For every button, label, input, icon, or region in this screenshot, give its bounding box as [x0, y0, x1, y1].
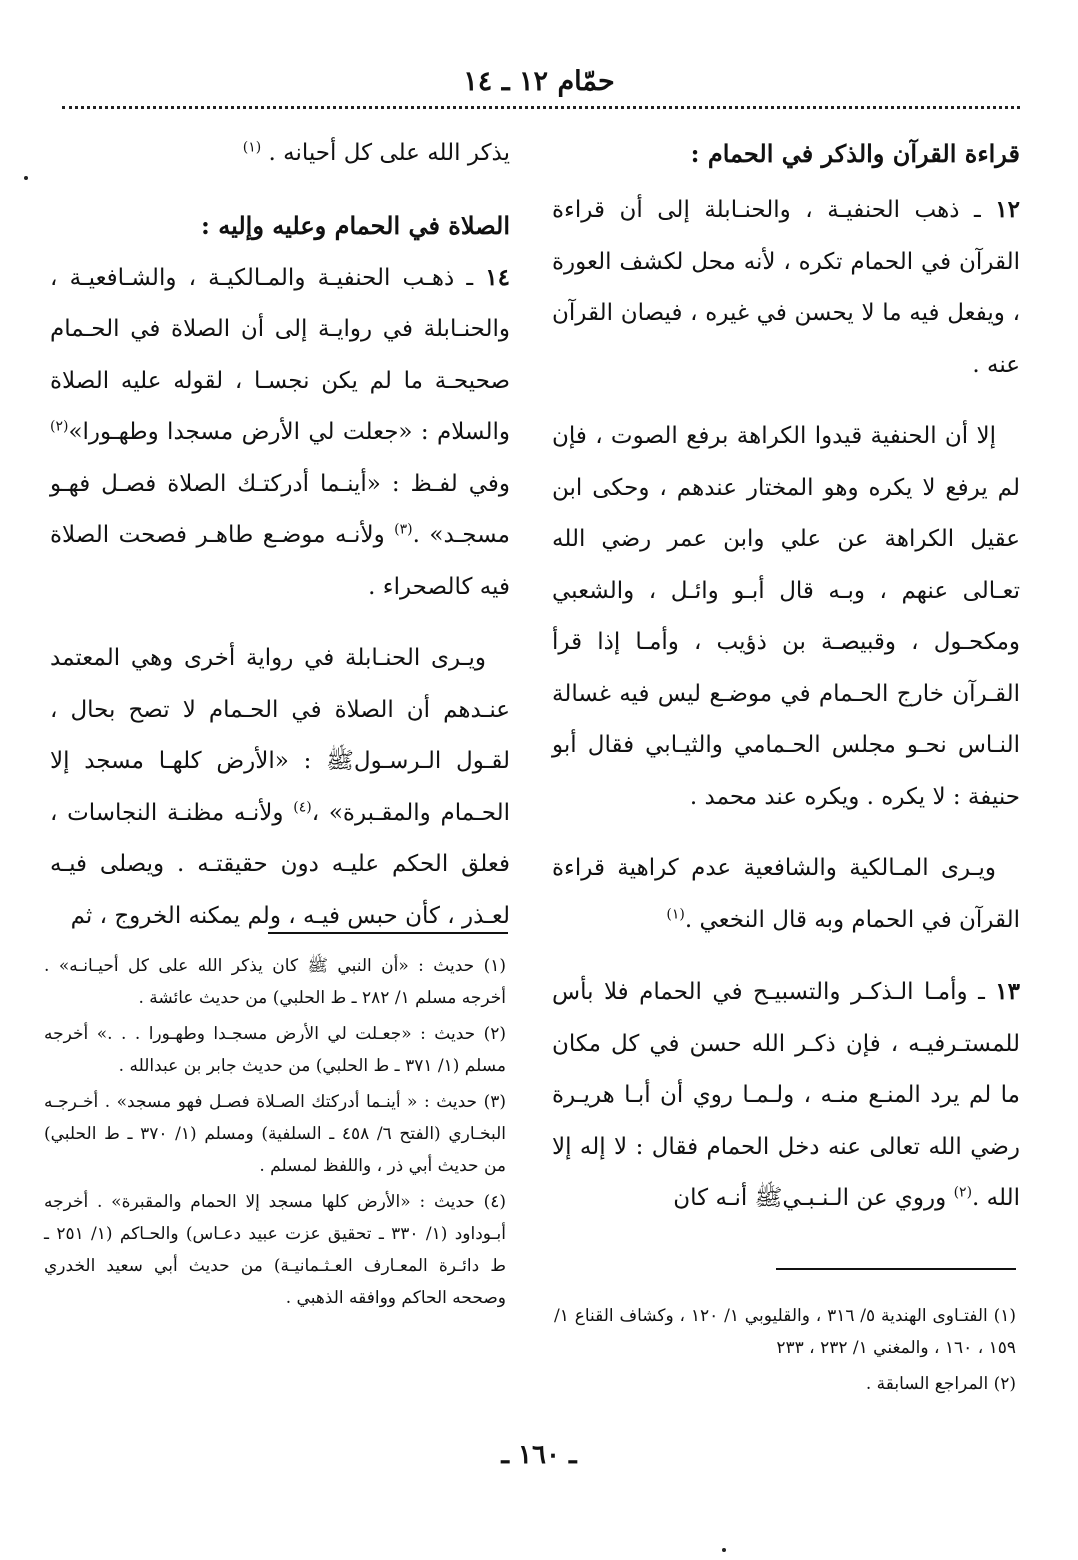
footnote: (١) الفتـاوى الهندية ٥/ ٣١٦ ، والقليوبي ١/ ١٢٠ ، وكشاف القناع ١/ ١٥٩ ، ١٦٠ ، والمغني ١/ ٢٣٢ ، ٢٣٣ — [554, 1306, 1016, 1358]
paragraph-12 — [552, 184, 1020, 391]
footnotes-right — [554, 1300, 1016, 1404]
paragraph-14 — [50, 252, 510, 614]
paragraph-text: ولأنـه مظنـة النجاسات ، فعلق الحكم عليـه دون حقيقتـه . ويصلى فيـه لعـذر ، كأن حبس فيـه ، ولم يمكنه الخروج ، ثم — [50, 799, 510, 929]
footnote: (٢) حديث : «جعـلت لي الأرض مسجـدا وطهـورا . . .» أخرجه مسلم (١/ ٣٧١ ـ ط الحلبي) من حديث جابر بن عبدالله . — [44, 1024, 506, 1076]
paragraph-text: ـ وأمـا الـذكـر والتسبيـح في الحمام فلا بأس للمستـرفيـه ، فإن ذكـر الله حسن في كل مكان ما لم يرد المنـع منـه ، ولـمـا روي أن أبـا هريـرة رضي الله تعالى عنه دخل الحمام فقال : لا إله إلا الله . — [552, 979, 1020, 1211]
running-title: حمّام ١٢ ـ ١٤ — [463, 66, 615, 97]
paragraph-hanafi-condition: إلا أن الحنفية قيدوا الكراهة برفع الصوت ، فإن لم يرفع لا يكره وهو المختار عندهم ، وحكى ابن عقيل الكراهة عن علي وابن عمر رضي الله تعـالى عنهم ، وبـه قال أبـو وائـل ، والشعبي ومكحـول ، وقبيصـة بن ذؤيب ، وأمـا إذا قرأ القـرآن خارج الحـمام في موضـع ليس فيه غسالة النـاس نحـو مجلس الحـمامي والثيـابي فقال أبو حنيفة : لا يكره . ويكره عند محمد . — [552, 423, 1020, 810]
footnote-ref: (٢) — [50, 418, 69, 435]
paragraph-text: ويـرى المـالكية والشافعية عدم كراهية قراءة القرآن في الحمام وبه قال النخعي . — [552, 855, 1020, 933]
scan-speck — [24, 176, 28, 180]
header-dotted-rule — [62, 106, 1020, 109]
continuation-line — [50, 128, 510, 180]
footnote-ref: (٢) — [953, 1184, 973, 1201]
paragraph-13 — [552, 966, 1020, 1225]
paragraph-number: ١٢ — [995, 196, 1020, 223]
paragraph-number: ١٣ — [995, 978, 1020, 1005]
page-number: ـ ١٦٠ ـ — [501, 1440, 577, 1470]
section-heading-quran: قراءة القرآن والذكر في الحمام : — [690, 139, 1020, 168]
footnote-ref: (١) — [666, 905, 685, 922]
paragraph-number: ١٤ — [485, 263, 510, 291]
footnote: (١) حديث : «أن النبي ﷺ كان يذكر الله على كل أحيـانـه» . أخرجه مسلم ١/ ٢٨٢ ـ ط الحلبي) من حديث عائشة . — [44, 956, 506, 1008]
footnote-ref: (٤) — [293, 798, 312, 815]
paragraph-hanbali-other — [50, 633, 510, 942]
paragraph-text: ولأنـه موضـع طاهـر فصحت الصلاة فيه كالصحراء . — [50, 522, 510, 600]
footnote: (٢) المراجع السابقة . — [865, 1374, 1016, 1394]
section-heading-prayer: الصلاة في الحمام وعليه وإليه : — [201, 210, 510, 240]
footnote-rule-right — [776, 1268, 1016, 1270]
footnote-ref: (١) — [242, 139, 262, 156]
paragraph-text: ويـرى الحنـابلة في رواية أخرى وهي المعتمد عنـدهم أن الصلاة في الحـمام لا تصح بحال ، لقـول الـرسـولﷺ : «الأرض كلهـا مسجد إلا الحـمام والمقـبرة» ، — [50, 645, 510, 826]
scan-speck — [722, 1548, 726, 1552]
left-column — [50, 128, 510, 942]
footnote-ref: (٣) — [394, 521, 413, 538]
paragraph-text: ـ ذهب الحنفيـة ، والحنـابلة إلى أن قراءة القرآن في الحمام تكره ، لأنه محل لكشف العورة ، ويفعل فيه ما لا يحسن في غيره ، فيصان القرآن عنه . — [552, 197, 1020, 378]
paragraph-text: ـ ذهـب الحنفيـة والمـالكيـة ، والشـافعيـة ، والحنـابلة في روايـة إلى أن الصلاة في الحـمام صحيحـة ما لم يكن نجسـا ، لقوله عليه الصلاة والسلام : «جعلت لي الأرض مسجدا وطهـورا» — [50, 264, 510, 445]
paragraph-maliki-shafii — [552, 843, 1020, 946]
right-column — [552, 128, 1020, 1225]
paragraph-text-tail: وروي عن الـنـبـيﷺ أنـه كان — [673, 1185, 954, 1211]
footnotes-left — [44, 950, 506, 1318]
footnote: (٣) حديث : « أينـما أدركتك الصـلاة فصـل فهو مسجد» . أخـرجـه البخـاري (الفتح ٦/ ٤٥٨ ـ السلفية) ومسلم (١/ ٣٧٠ ـ ط الحلبي) من حديث أبي ذر ، واللفظ لمسلم . — [44, 1092, 507, 1176]
footnote-rule-left — [268, 932, 508, 934]
paragraph-text: يذكر الله على كل أحيانه . — [268, 140, 510, 166]
footnote: (٤) حديث : «الأرض كلها مسجد إلا الحمام والمقبرة» . أخرجه أبـوداود (١/ ٣٣٠ ـ تحقيق عزت عبيد دعـاس) والحـاكم (١/ ٢٥١ ـ ط دائـرة المعـارف العـثـمانيـة) من حديث أبي سعيد الخدري وصححه الحاكم ووافقه الذهبي . — [44, 1192, 507, 1308]
paragraph-text: وفي لفـظ : «أينـما أدركتـك الصلاة فصـل فهـو مسجـد» . — [50, 470, 510, 548]
